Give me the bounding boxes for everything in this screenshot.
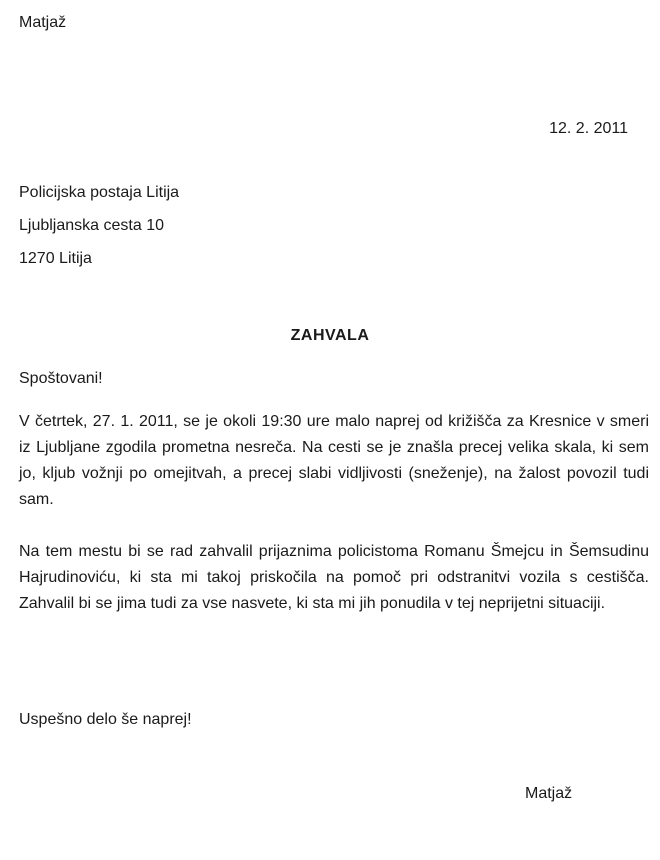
signature: Matjaž (525, 785, 573, 802)
letter-title: ZAHVALA (290, 327, 370, 344)
greeting: Spoštovani! (19, 370, 103, 387)
letter-date: 12. 2. 2011 (549, 120, 628, 137)
closing-line: Uspešno delo še naprej! (19, 711, 192, 728)
recipient-city: 1270 Litija (19, 250, 92, 267)
recipient-name: Policijska postaja Litija (19, 184, 180, 201)
body-paragraph-2: Na tem mestu bi se rad zahvalil prijaznima policistoma Romanu Šmejcu in Šemsudinu Hajrudinoviću, ki sta mi takoj priskočila na pomoč pri odstranitvi vozila s cestišča. Zahvalil bi se jima tudi za vse nasvete, ki sta mi jih ponudila v tej neprijetni situaciji. (19, 543, 649, 612)
sender-name: Matjaž (19, 14, 67, 31)
body-paragraph-1: V četrtek, 27. 1. 2011, se je okoli 19:30 ure malo naprej od križišča za Kresnice v smeri iz Ljubljane zgodila prometna nesreča. Na cesti se je znašla precej velika skala, ki sem jo, kljub vožnji po omejitvah, a precej slabi vidljivosti (sneženje), na žalost povozil tudi sam. (19, 413, 649, 508)
recipient-street: Ljubljanska cesta 10 (19, 217, 164, 234)
